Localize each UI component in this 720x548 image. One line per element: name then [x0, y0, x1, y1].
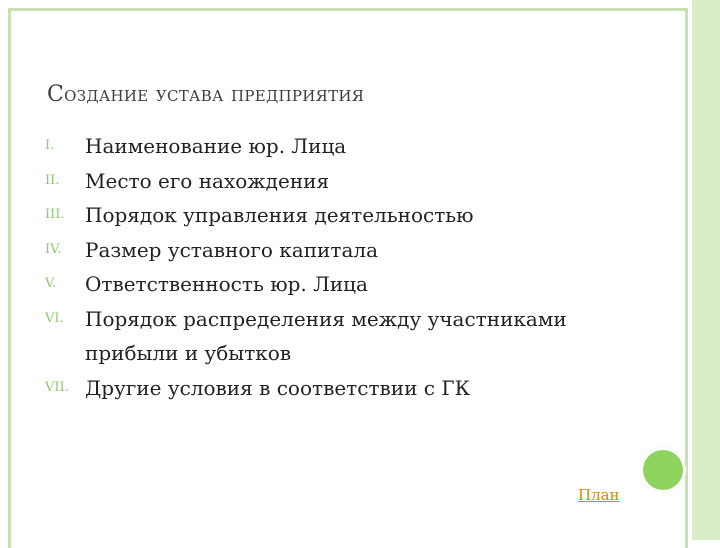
roman-numeral: VII. — [45, 379, 69, 395]
list-item — [45, 302, 605, 371]
list-item — [45, 129, 605, 164]
content-list — [45, 129, 605, 405]
list-item-text: Размер уставного капитала — [85, 237, 379, 262]
roman-numeral: IV. — [45, 241, 62, 257]
roman-numeral: VI. — [45, 310, 64, 326]
list-item-text: Место его нахождения — [85, 168, 330, 193]
slide-right-bar — [692, 0, 720, 540]
list-item — [45, 267, 605, 302]
list-item-text: Ответственность юр. Лица — [85, 272, 368, 296]
roman-numeral: III. — [45, 207, 65, 222]
list-item — [45, 198, 605, 233]
plan-link[interactable]: План — [578, 486, 620, 504]
list-item-text: Порядок распределения между участниками прибыли и убытков — [85, 306, 567, 365]
list-item-text: Другие условия в соответствии с ГК — [85, 375, 471, 400]
roman-numeral: I. — [45, 138, 55, 153]
roman-numeral: V. — [45, 276, 57, 291]
list-item — [45, 371, 605, 406]
list-item — [45, 164, 605, 199]
slide-title: Создание устава предприятия — [47, 82, 365, 107]
green-circle-decoration — [640, 447, 686, 493]
list-item-text: Наименование юр. Лица — [85, 134, 347, 158]
roman-numeral: II. — [45, 172, 60, 188]
list-item — [45, 233, 605, 268]
list-item-text: Порядок управления деятельностью — [85, 203, 474, 227]
